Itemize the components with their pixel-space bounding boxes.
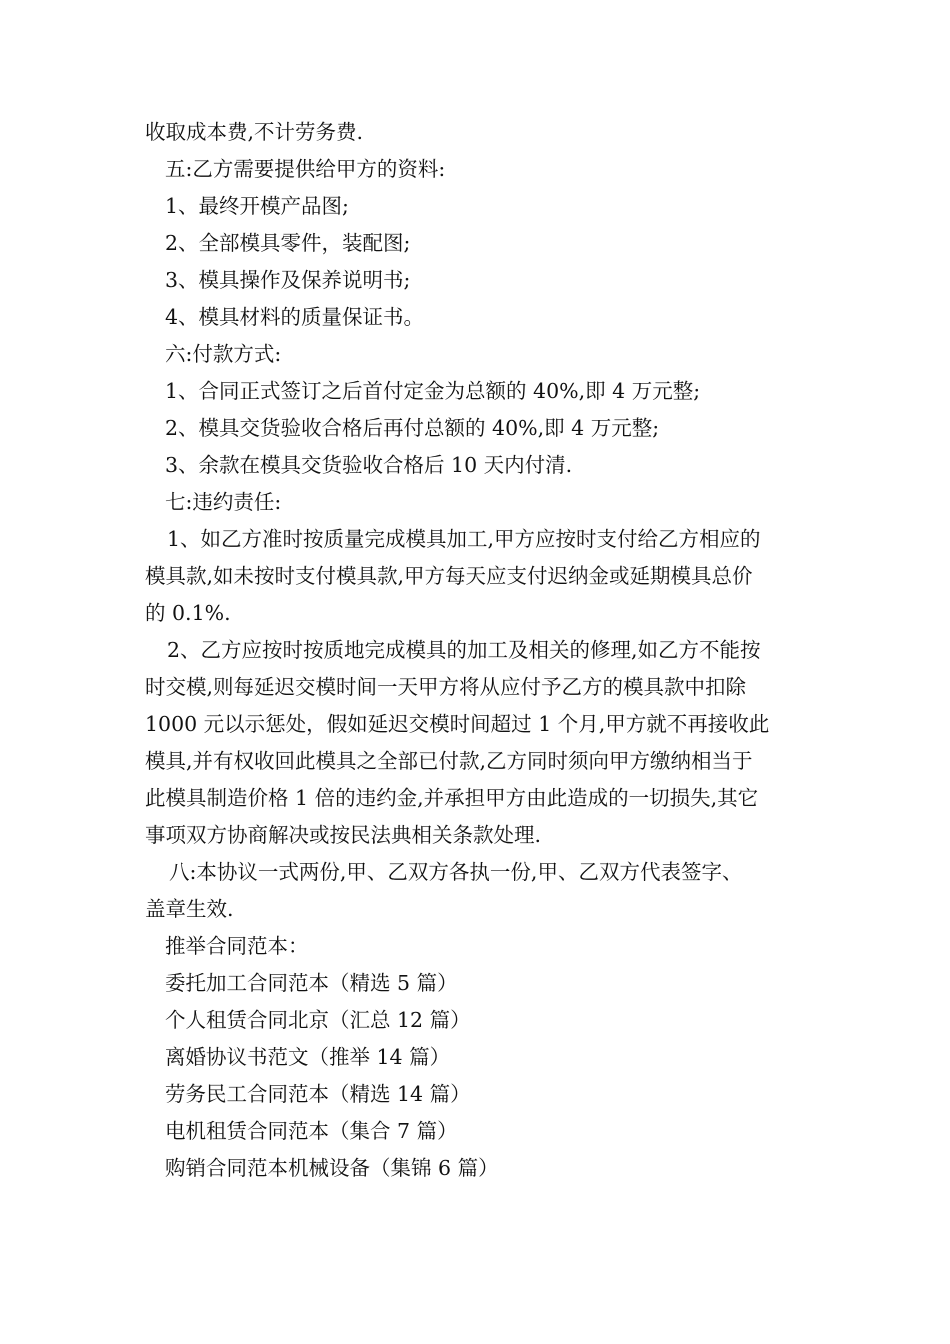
list-item: 2、全部模具零件，装配图;	[165, 231, 411, 255]
paragraph-line: 1、如乙方准时按质量完成模具加工,甲方应按时支付给乙方相应的	[167, 527, 761, 551]
paragraph-line: 收取成本费,不计劳务费.	[145, 120, 364, 144]
paragraph-line: 盖章生效.	[145, 897, 234, 921]
section-heading-5: 五:乙方需要提供给甲方的资料:	[165, 157, 446, 181]
paragraph-line: 2、乙方应按时按质地完成模具的加工及相关的修理,如乙方不能按	[167, 638, 761, 662]
list-item: 1、合同正式签订之后首付定金为总额的 40%,即 4 万元整;	[165, 379, 701, 403]
paragraph-line: 1000 元以示惩处，假如延迟交模时间超过 1 个月,甲方就不再接收此	[145, 712, 770, 736]
paragraph-line: 时交模,则每延迟交模时间一天甲方将从应付予乙方的模具款中扣除	[145, 675, 747, 699]
recommended-contract-item: 离婚协议书范文（推举 14 篇）	[165, 1045, 451, 1069]
list-item: 4、模具材料的质量保证书。	[165, 305, 425, 329]
recommended-contract-item: 委托加工合同范本（精选 5 篇）	[165, 971, 458, 995]
paragraph-line: 模具款,如未按时支付模具款,甲方每天应支付迟纳金或延期模具总价	[145, 564, 753, 588]
section-heading-6: 六:付款方式:	[165, 342, 282, 366]
section-heading-8: 八:本协议一式两份,甲、乙双方各执一份,甲、乙双方代表签字、	[169, 860, 743, 884]
recommended-contract-item: 个人租赁合同北京（汇总 12 篇）	[165, 1008, 471, 1032]
list-item: 3、余款在模具交货验收合格后 10 天内付清.	[165, 453, 573, 477]
paragraph-line: 模具,并有权收回此模具之全部已付款,乙方同时须向甲方缴纳相当于	[145, 749, 753, 773]
list-item: 3、模具操作及保养说明书;	[165, 268, 411, 292]
recommended-contract-item: 电机租赁合同范本（集合 7 篇）	[165, 1119, 458, 1143]
paragraph-line: 事项双方协商解决或按民法典相关条款处理.	[145, 823, 542, 847]
recommended-contracts-heading: 推举合同范本：	[165, 934, 309, 958]
recommended-contract-item: 劳务民工合同范本（精选 14 篇）	[165, 1082, 471, 1106]
document-body	[145, 114, 810, 1187]
recommended-contract-item: 购销合同范本机械设备（集锦 6 篇）	[165, 1156, 499, 1180]
paragraph-line: 此模具制造价格 1 倍的违约金,并承担甲方由此造成的一切损失,其它	[145, 786, 759, 810]
paragraph-line: 的 0.1%.	[145, 601, 231, 625]
section-heading-7: 七:违约责任:	[165, 490, 282, 514]
list-item: 1、最终开模产品图;	[165, 194, 349, 218]
list-item: 2、模具交货验收合格后再付总额的 40%,即 4 万元整;	[165, 416, 660, 440]
